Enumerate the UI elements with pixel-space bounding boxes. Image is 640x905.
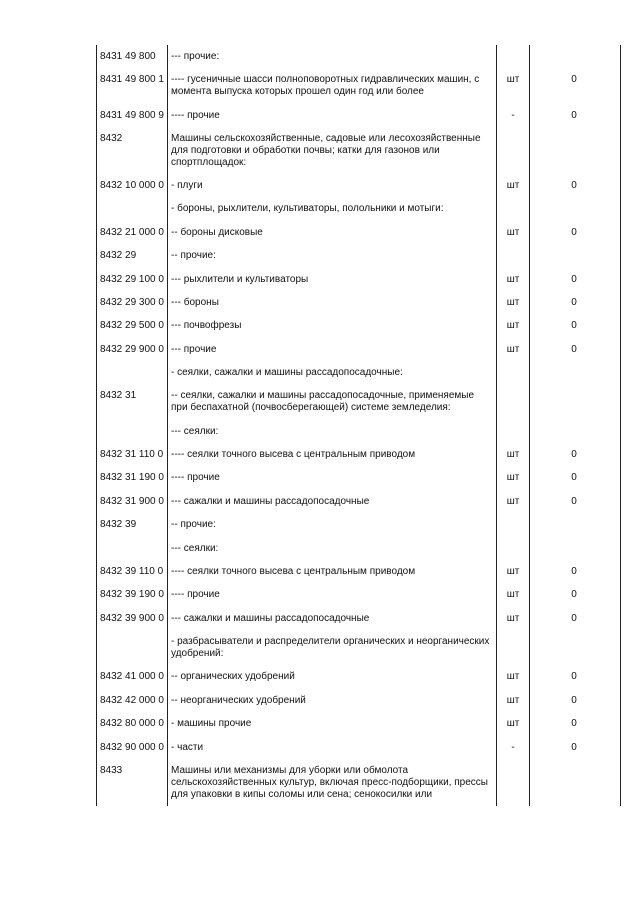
unit-cell: шт bbox=[497, 665, 530, 688]
unit-cell bbox=[497, 384, 530, 419]
tariff-table-body bbox=[97, 45, 621, 806]
table-row bbox=[97, 443, 621, 466]
unit-cell: шт bbox=[497, 338, 530, 361]
table-row bbox=[97, 560, 621, 583]
code-cell: 8432 29 300 0 bbox=[97, 291, 168, 314]
table-row bbox=[97, 197, 621, 220]
description-cell: Машины сельскохозяйственные, садовые или лесохозяйственные для подготовки и обработки почвы; катки для газонов или спортплощадок: bbox=[168, 127, 497, 174]
table-row bbox=[97, 314, 621, 337]
unit-cell bbox=[497, 45, 530, 68]
description-cell: --- прочие bbox=[168, 338, 497, 361]
table-row bbox=[97, 689, 621, 712]
table-row bbox=[97, 68, 621, 103]
description-cell: --- рыхлители и культиваторы bbox=[168, 268, 497, 291]
rate-cell bbox=[530, 420, 621, 443]
rate-cell: 0 bbox=[530, 104, 621, 127]
code-cell: 8432 31 190 0 bbox=[97, 466, 168, 489]
rate-cell bbox=[530, 630, 621, 665]
unit-cell: шт bbox=[497, 583, 530, 606]
code-cell: 8432 31 110 0 bbox=[97, 443, 168, 466]
rate-cell: 0 bbox=[530, 607, 621, 630]
description-cell: --- сажалки и машины рассадопосадочные bbox=[168, 490, 497, 513]
code-cell: 8432 29 500 0 bbox=[97, 314, 168, 337]
table-row bbox=[97, 490, 621, 513]
code-cell bbox=[97, 197, 168, 220]
description-cell: -- органических удобрений bbox=[168, 665, 497, 688]
code-cell: 8431 49 800 bbox=[97, 45, 168, 68]
code-cell: 8432 42 000 0 bbox=[97, 689, 168, 712]
unit-cell: шт bbox=[497, 221, 530, 244]
rate-cell bbox=[530, 384, 621, 419]
table-row bbox=[97, 338, 621, 361]
unit-cell bbox=[497, 759, 530, 806]
description-cell: --- сеялки: bbox=[168, 537, 497, 560]
table-row bbox=[97, 712, 621, 735]
code-cell: 8432 bbox=[97, 127, 168, 174]
unit-cell bbox=[497, 537, 530, 560]
table-row bbox=[97, 630, 621, 665]
code-cell: 8432 41 000 0 bbox=[97, 665, 168, 688]
code-cell: 8432 31 bbox=[97, 384, 168, 419]
code-cell: 8432 21 000 0 bbox=[97, 221, 168, 244]
description-cell: - части bbox=[168, 736, 497, 759]
code-cell: 8432 29 900 0 bbox=[97, 338, 168, 361]
tariff-table bbox=[96, 45, 621, 806]
code-cell: 8432 29 bbox=[97, 244, 168, 267]
description-cell: ---- прочие bbox=[168, 583, 497, 606]
description-cell: ---- прочие bbox=[168, 104, 497, 127]
table-row bbox=[97, 221, 621, 244]
code-cell bbox=[97, 420, 168, 443]
description-cell: - бороны, рыхлители, культиваторы, полольники и мотыги: bbox=[168, 197, 497, 220]
description-cell: ---- сеялки точного высева с центральным приводом bbox=[168, 560, 497, 583]
table-row bbox=[97, 607, 621, 630]
unit-cell: шт bbox=[497, 443, 530, 466]
rate-cell: 0 bbox=[530, 268, 621, 291]
table-row bbox=[97, 268, 621, 291]
rate-cell: 0 bbox=[530, 68, 621, 103]
rate-cell: 0 bbox=[530, 221, 621, 244]
description-cell: - разбрасыватели и распределители органических и неорганических удобрений: bbox=[168, 630, 497, 665]
rate-cell bbox=[530, 759, 621, 806]
description-cell: --- почвофрезы bbox=[168, 314, 497, 337]
unit-cell bbox=[497, 420, 530, 443]
description-cell: Машины или механизмы для уборки или обмолота сельскохозяйственных культур, включая пресс-подборщики, прессы для упаковки в кипы соломы или сена; сенокосилки или bbox=[168, 759, 497, 806]
rate-cell: 0 bbox=[530, 443, 621, 466]
description-cell: -- прочие: bbox=[168, 513, 497, 536]
table-row bbox=[97, 759, 621, 806]
unit-cell: шт bbox=[497, 689, 530, 712]
rate-cell bbox=[530, 513, 621, 536]
table-row bbox=[97, 665, 621, 688]
rate-cell: 0 bbox=[530, 560, 621, 583]
unit-cell: шт bbox=[497, 291, 530, 314]
code-cell: 8432 31 900 0 bbox=[97, 490, 168, 513]
rate-cell bbox=[530, 361, 621, 384]
table-row bbox=[97, 127, 621, 174]
unit-cell: шт bbox=[497, 712, 530, 735]
code-cell: 8432 39 900 0 bbox=[97, 607, 168, 630]
rate-cell: 0 bbox=[530, 314, 621, 337]
code-cell bbox=[97, 537, 168, 560]
unit-cell: шт bbox=[497, 490, 530, 513]
description-cell: -- неорганических удобрений bbox=[168, 689, 497, 712]
unit-cell: - bbox=[497, 104, 530, 127]
code-cell: 8432 39 bbox=[97, 513, 168, 536]
description-cell: --- бороны bbox=[168, 291, 497, 314]
table-row bbox=[97, 244, 621, 267]
code-cell: 8433 bbox=[97, 759, 168, 806]
unit-cell: шт bbox=[497, 174, 530, 197]
code-cell: 8432 39 110 0 bbox=[97, 560, 168, 583]
rate-cell: 0 bbox=[530, 466, 621, 489]
description-cell: --- сажалки и машины рассадопосадочные bbox=[168, 607, 497, 630]
description-cell: ---- гусеничные шасси полноповоротных гидравлических машин, с момента выпуска которых прошел один год или более bbox=[168, 68, 497, 103]
table-row bbox=[97, 174, 621, 197]
rate-cell bbox=[530, 197, 621, 220]
description-cell: --- прочие: bbox=[168, 45, 497, 68]
rate-cell: 0 bbox=[530, 712, 621, 735]
description-cell: - плуги bbox=[168, 174, 497, 197]
table-row bbox=[97, 291, 621, 314]
code-cell: 8431 49 800 1 bbox=[97, 68, 168, 103]
unit-cell bbox=[497, 127, 530, 174]
description-cell: - сеялки, сажалки и машины рассадопосадочные: bbox=[168, 361, 497, 384]
description-cell: -- бороны дисковые bbox=[168, 221, 497, 244]
unit-cell: шт bbox=[497, 68, 530, 103]
unit-cell bbox=[497, 361, 530, 384]
code-cell: 8432 29 100 0 bbox=[97, 268, 168, 291]
table-row bbox=[97, 104, 621, 127]
rate-cell: 0 bbox=[530, 665, 621, 688]
description-cell: -- прочие: bbox=[168, 244, 497, 267]
unit-cell bbox=[497, 244, 530, 267]
code-cell bbox=[97, 630, 168, 665]
table-row bbox=[97, 583, 621, 606]
table-row bbox=[97, 361, 621, 384]
rate-cell: 0 bbox=[530, 736, 621, 759]
rate-cell: 0 bbox=[530, 291, 621, 314]
table-row bbox=[97, 45, 621, 68]
unit-cell: шт bbox=[497, 466, 530, 489]
code-cell: 8432 90 000 0 bbox=[97, 736, 168, 759]
rate-cell bbox=[530, 244, 621, 267]
unit-cell: шт bbox=[497, 560, 530, 583]
code-cell bbox=[97, 361, 168, 384]
unit-cell bbox=[497, 197, 530, 220]
unit-cell: шт bbox=[497, 314, 530, 337]
rate-cell: 0 bbox=[530, 490, 621, 513]
table-row bbox=[97, 466, 621, 489]
rate-cell: 0 bbox=[530, 689, 621, 712]
code-cell: 8432 39 190 0 bbox=[97, 583, 168, 606]
unit-cell: шт bbox=[497, 607, 530, 630]
code-cell: 8431 49 800 9 bbox=[97, 104, 168, 127]
table-row bbox=[97, 736, 621, 759]
unit-cell bbox=[497, 630, 530, 665]
description-cell: -- сеялки, сажалки и машины рассадопосадочные, применяемые при беспахатной (почвосберегающей) системе земледелия: bbox=[168, 384, 497, 419]
table-row bbox=[97, 420, 621, 443]
unit-cell bbox=[497, 513, 530, 536]
rate-cell bbox=[530, 127, 621, 174]
rate-cell bbox=[530, 45, 621, 68]
table-row bbox=[97, 513, 621, 536]
description-cell: ---- прочие bbox=[168, 466, 497, 489]
description-cell: - машины прочие bbox=[168, 712, 497, 735]
table-row bbox=[97, 537, 621, 560]
code-cell: 8432 80 000 0 bbox=[97, 712, 168, 735]
description-cell: ---- сеялки точного высева с центральным приводом bbox=[168, 443, 497, 466]
unit-cell: - bbox=[497, 736, 530, 759]
rate-cell bbox=[530, 537, 621, 560]
rate-cell: 0 bbox=[530, 174, 621, 197]
table-row bbox=[97, 384, 621, 419]
unit-cell: шт bbox=[497, 268, 530, 291]
rate-cell: 0 bbox=[530, 338, 621, 361]
rate-cell: 0 bbox=[530, 583, 621, 606]
code-cell: 8432 10 000 0 bbox=[97, 174, 168, 197]
description-cell: --- сеялки: bbox=[168, 420, 497, 443]
